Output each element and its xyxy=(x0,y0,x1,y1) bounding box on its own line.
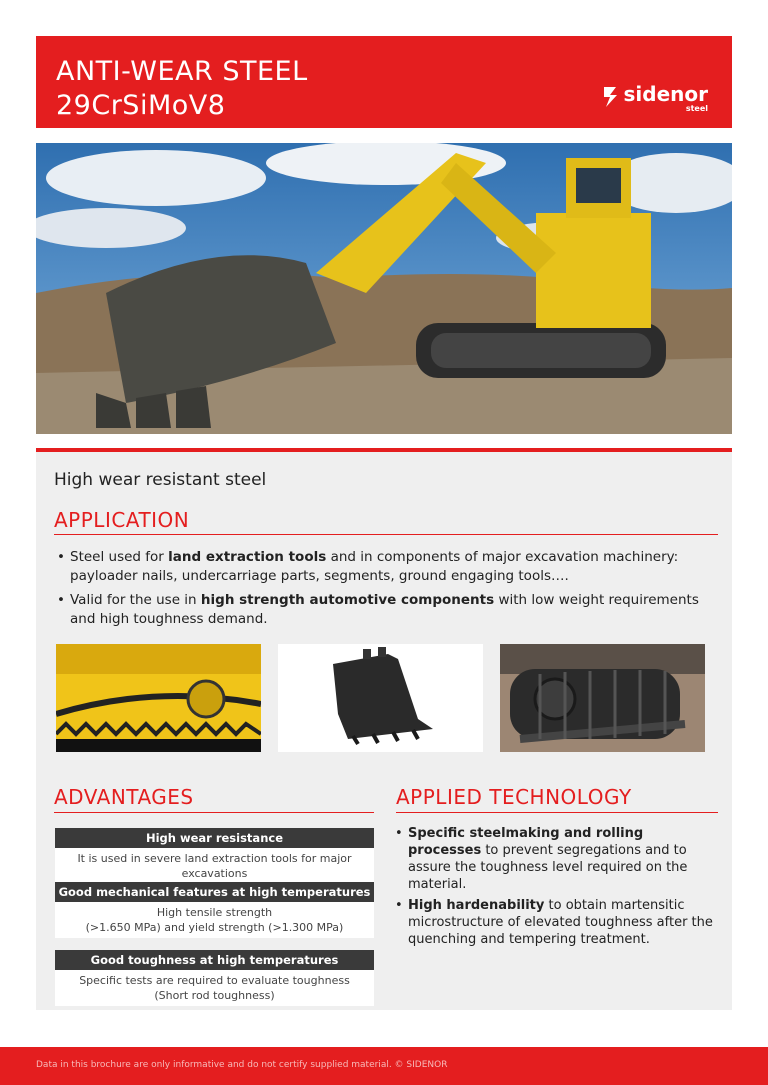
sidenor-logo-mark-icon xyxy=(602,83,620,109)
product-grade: 29CrSiMoV8 xyxy=(56,90,226,121)
footer xyxy=(0,1047,768,1085)
logo-subtext: steel xyxy=(685,104,708,113)
track-chain-image xyxy=(500,644,705,752)
advantage-title: Good toughness at high temperatures xyxy=(55,950,374,970)
hero-excavator-image xyxy=(36,143,732,434)
advantage-title: High wear resistance xyxy=(55,828,374,848)
application-underline xyxy=(54,534,718,535)
advantage-title: Good mechanical features at high temperatures xyxy=(55,882,374,902)
undercarriage-image xyxy=(56,644,261,752)
advantage-card xyxy=(55,882,374,938)
application-heading: APPLICATION xyxy=(54,508,190,532)
advantage-body: Specific tests are required to evaluate toughness (Short rod toughness) xyxy=(55,970,374,1006)
advantage-card xyxy=(55,828,374,884)
technology-heading: APPLIED TECHNOLOGY xyxy=(396,785,632,809)
list-item: • Valid for the use in high strength automotive components with low weight requirements and high toughness demand. xyxy=(54,591,724,629)
advantages-underline xyxy=(54,812,374,813)
content-panel xyxy=(36,452,732,1010)
technology-underline xyxy=(396,812,718,813)
list-item: • High hardenability to obtain martensitic microstructure of elevated toughness after the quenching and tempering treatment. xyxy=(394,897,714,948)
list-item: • Specific steelmaking and rolling processes to prevent segregations and to assure the toughness level required on the material. xyxy=(394,825,714,893)
subtitle: High wear resistant steel xyxy=(54,470,267,490)
logo-text: sidenor xyxy=(623,82,708,106)
advantage-card xyxy=(55,950,374,1006)
product-title: ANTI-WEAR STEEL xyxy=(56,56,308,87)
advantage-body: It is used in severe land extraction tools for major excavations xyxy=(55,848,374,884)
sidenor-logo xyxy=(602,82,708,113)
header-banner xyxy=(36,36,732,128)
application-list xyxy=(54,548,724,634)
footer-disclaimer: Data in this brochure are only informative and do not certify supplied material. © SIDENOR xyxy=(36,1060,448,1070)
list-item: • Steel used for land extraction tools and in components of major excavation machinery: payloader nails, undercarriage parts, segments, ground engaging tools…. xyxy=(54,548,724,586)
advantages-heading: ADVANTAGES xyxy=(54,785,194,809)
technology-list xyxy=(394,825,714,952)
bucket-image xyxy=(278,644,483,752)
advantage-body: High tensile strength (>1.650 MPa) and yield strength (>1.300 MPa) xyxy=(55,902,374,938)
